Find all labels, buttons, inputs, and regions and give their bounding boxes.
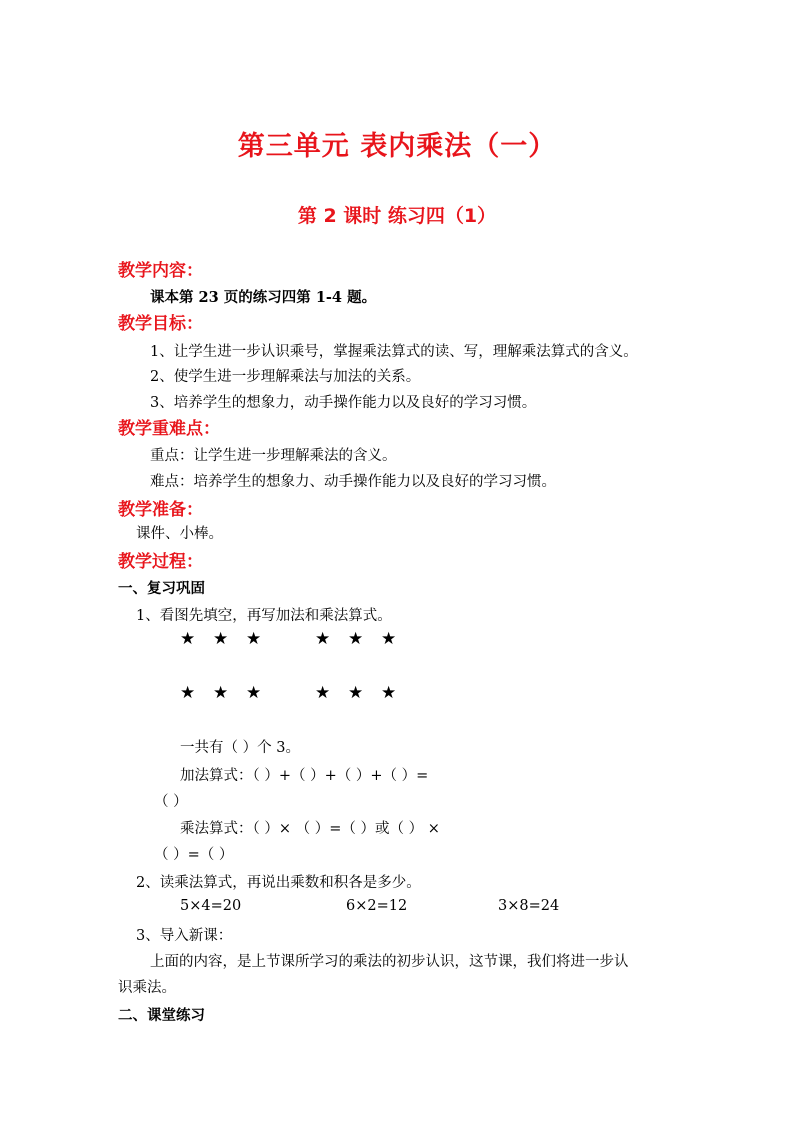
page-title: 第三单元 表内乘法（一）	[237, 131, 557, 162]
star-row	[180, 629, 414, 649]
star-icon: ★	[348, 629, 364, 649]
key-point: 重点：让学生进一步理解乘法的含义。	[150, 448, 397, 464]
addition-formula-continued: （ ）	[154, 794, 188, 810]
difficulty-point: 难点：培养学生的想象力、动手操作能力以及良好的学习习惯。	[150, 474, 556, 490]
content-heading: 教学内容：	[118, 261, 203, 281]
star-icon: ★	[315, 683, 331, 703]
star-icon: ★	[213, 683, 229, 703]
preparation-text: 课件、小棒。	[136, 526, 223, 542]
multiplication-formula-continued: （ ）=（ ）	[154, 847, 234, 863]
star-icon: ★	[180, 683, 196, 703]
star-icon: ★	[348, 683, 364, 703]
part1-title: 一、复习巩固	[118, 580, 205, 597]
goals-heading: 教学目标：	[118, 314, 203, 334]
star-icon: ★	[180, 629, 196, 649]
count-fill-line: 一共有（ ）个 3。	[180, 740, 300, 756]
star-row	[180, 683, 414, 703]
goal-item: 1、让学生进一步认识乘号，掌握乘法算式的读、写，理解乘法算式的含义。	[150, 344, 638, 360]
goal-item: 2、使学生进一步理解乘法与加法的关系。	[150, 369, 421, 385]
lesson-subtitle: 第 2 课时 练习四（1）	[297, 205, 497, 227]
star-icon: ★	[381, 629, 397, 649]
star-icon: ★	[246, 629, 262, 649]
process-heading: 教学过程：	[118, 552, 203, 572]
equation: 5×4=20	[180, 898, 242, 914]
key-points-heading: 教学重难点：	[118, 419, 220, 439]
star-icon: ★	[246, 683, 262, 703]
star-icon: ★	[381, 683, 397, 703]
multiplication-formula-line: 乘法算式：（ ）× （ ）=（ ）或（ ） ×	[180, 821, 440, 837]
part2-title: 二、课堂练习	[118, 1007, 205, 1024]
equation: 6×2=12	[346, 898, 408, 914]
question-3: 3、导入新课：	[136, 928, 233, 944]
star-icon: ★	[213, 629, 229, 649]
intro-paragraph: 上面的内容，是上节课所学习的乘法的初步认识，这节课，我们将进一步认	[150, 954, 629, 970]
star-icon: ★	[315, 629, 331, 649]
question-2: 2、读乘法算式，再说出乘数和积各是多少。	[136, 875, 421, 891]
intro-paragraph-continued: 识乘法。	[118, 980, 176, 996]
goal-item: 3、培养学生的想象力，动手操作能力以及良好的学习习惯。	[150, 395, 537, 411]
preparation-heading: 教学准备：	[118, 500, 203, 520]
question-1: 1、看图先填空，再写加法和乘法算式。	[136, 608, 392, 624]
equation: 3×8=24	[498, 898, 560, 914]
content-text: 课本第 23 页的练习四第 1-4 题。	[150, 289, 377, 306]
addition-formula-line: 加法算式：（ ）+（ ）+（ ）+（ ）=	[180, 768, 429, 784]
